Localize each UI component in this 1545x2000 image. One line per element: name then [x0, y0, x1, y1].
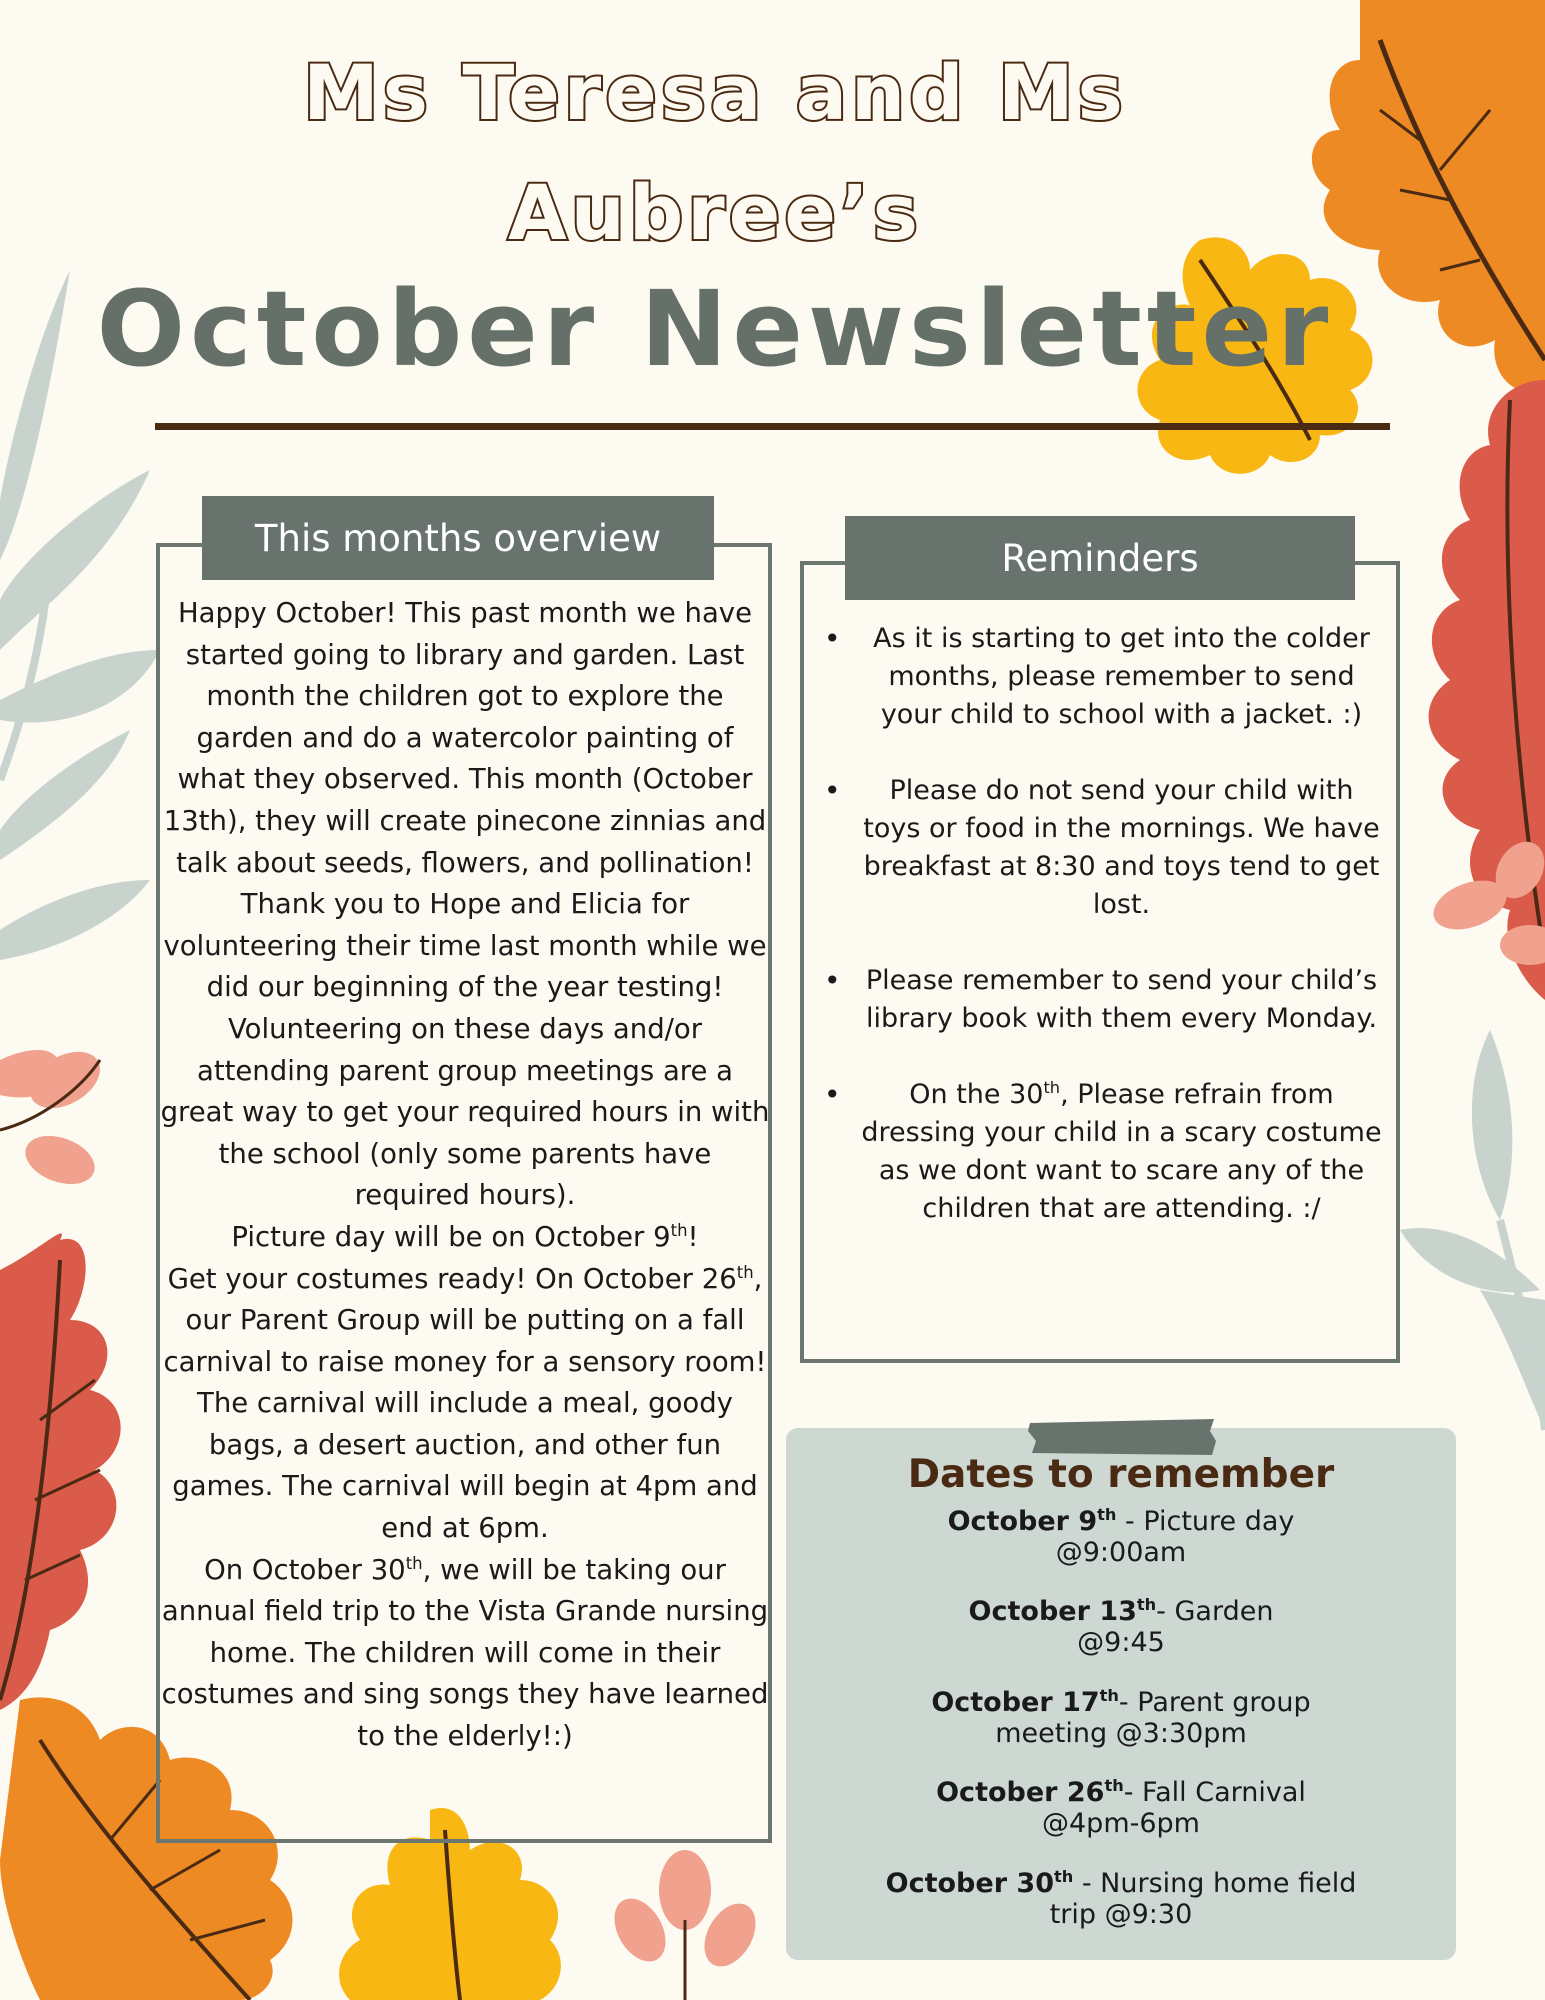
overview-p3-text: Picture day will be on October 9: [231, 1220, 671, 1253]
date-desc: - Parent group: [1118, 1687, 1311, 1718]
date-sup: th: [1053, 1867, 1074, 1886]
date-entry: [786, 1777, 1456, 1839]
bullet: •: [824, 774, 841, 807]
overview-p5-sup: th: [405, 1553, 423, 1573]
reminder-item-library-book: [810, 962, 1395, 1038]
date-label: October 17: [931, 1687, 1100, 1718]
reminder-text: As it is starting to get into the colder months, please remember to send your child to school with a jacket. :): [873, 623, 1370, 730]
overview-paragraph-4: [160, 1259, 770, 1550]
dates-heading: Dates to remember: [907, 1452, 1335, 1497]
overview-paragraph-3: [160, 1217, 770, 1259]
date-label: October 30: [885, 1868, 1054, 1899]
date-entry: [786, 1687, 1456, 1749]
overview-body: [160, 593, 770, 1758]
date-desc: - Garden: [1156, 1596, 1274, 1627]
date-entry-line2: @4pm-6pm: [1042, 1808, 1200, 1839]
date-entry-line1: [786, 1868, 1456, 1899]
overview-paragraph-2: Thank you to Hope and Elicia for volunteering their time last month while we did our beginning of the year testing! Volunteering on these days and/or attending parent group meetings are a great way to get your required hours in with the school (only some parents have required hours).: [160, 888, 770, 1212]
bullet: •: [824, 1078, 841, 1111]
sage-branch-right: [1400, 1030, 1545, 1430]
reminders-heading: Reminders: [845, 516, 1355, 600]
date-label: October 26: [936, 1777, 1105, 1808]
date-entry-line1: [786, 1596, 1456, 1627]
bullet: •: [824, 622, 841, 655]
date-entry-line2: @9:00am: [1055, 1537, 1187, 1568]
date-sup: th: [1097, 1505, 1117, 1524]
overview-heading: This months overview: [202, 496, 714, 580]
date-desc: - Nursing home field: [1073, 1868, 1357, 1899]
date-sup: th: [1099, 1686, 1119, 1705]
overview-p4-sup: th: [736, 1262, 754, 1282]
date-entry-line1: [786, 1777, 1456, 1808]
title-line-possessive: Aubree’s: [507, 168, 922, 257]
date-sup: th: [1104, 1776, 1124, 1795]
date-entry-line2: meeting @3:30pm: [995, 1718, 1247, 1749]
date-sup: th: [1136, 1595, 1157, 1614]
title-line-teachers: Ms Teresa and Ms: [303, 48, 1127, 137]
reminder-text: Please do not send your child with toys or food in the mornings. We have breakfast at 8:30 and toys tend to get lost.: [863, 775, 1380, 920]
overview-p4-text: Get your costumes ready! On October 26: [167, 1262, 737, 1295]
reminders-list: [810, 620, 1395, 1266]
date-entry-line2: @9:45: [1077, 1627, 1165, 1658]
overview-p3-sup: th: [670, 1220, 688, 1240]
date-desc: - Fall Carnival: [1123, 1777, 1306, 1808]
title-divider: [155, 423, 1390, 430]
overview-paragraph-1: Happy October! This past month we have started going to library and garden. Last month the children got to explore the garden and do a watercolor painting of what they observed. This month (October 13th), they will create pinecone zinnias and talk about seeds, flowers, and pollination!: [163, 597, 767, 879]
overview-p3-end: !: [687, 1220, 699, 1253]
date-entry-line2: trip @9:30: [1049, 1899, 1193, 1930]
date-label: October 9: [947, 1506, 1098, 1537]
reminder-text: On the 30: [909, 1079, 1044, 1110]
date-entry: [786, 1868, 1456, 1930]
date-label: October 13: [968, 1596, 1137, 1627]
overview-p5-end: , we will be taking our annual field trip to the Vista Grande nursing home. The children will come in their costumes and sing songs they have learned to the elderly!:): [161, 1553, 769, 1753]
overview-paragraph-5: [160, 1550, 770, 1758]
bullet: •: [824, 964, 841, 997]
date-entry: [786, 1596, 1456, 1658]
date-entry-line1: [786, 1506, 1456, 1537]
reminder-item-costume: [810, 1076, 1395, 1228]
date-entry-line1: [786, 1687, 1456, 1718]
reminder-sup: th: [1043, 1078, 1061, 1097]
tape-decoration: [1026, 1417, 1218, 1457]
reminder-item-jacket: [810, 620, 1395, 734]
reminder-text-end: , Please refrain from dressing your child in a scary costume as we dont want to scare any of the children that are attending. :/: [861, 1079, 1382, 1224]
overview-p4-end: , our Parent Group will be putting on a fall carnival to raise money for a sensory room! The carnival will include a meal, goody bags, a desert auction, and other fun games. The carnival will begin at 4pm and end at 6pm.: [163, 1262, 767, 1545]
red-leaf-left: [0, 1233, 121, 1710]
reminder-text: Please remember to send your child’s library book with them every Monday.: [865, 965, 1378, 1034]
pink-sprig-left: [0, 1040, 110, 1193]
overview-p5-text: On October 30: [204, 1553, 406, 1586]
date-desc: - Picture day: [1116, 1506, 1295, 1537]
newsletter-title: October Newsletter: [96, 268, 1334, 390]
pink-sprig-bottom: [604, 1850, 766, 2000]
date-entry: [786, 1506, 1456, 1568]
reminder-item-toys-food: [810, 772, 1395, 924]
